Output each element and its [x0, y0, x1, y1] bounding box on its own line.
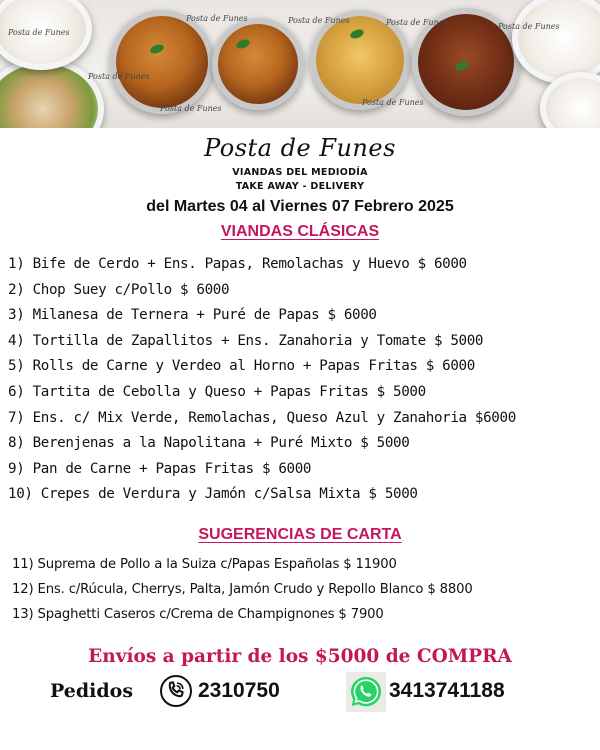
menu-item: 11) Suprema de Pollo a la Suiza c/Papas Españolas $ 11900 [12, 557, 397, 572]
menu-item: 2) Chop Suey c/Pollo $ 6000 [8, 281, 230, 298]
pedidos-label: Pedidos [50, 680, 134, 702]
curry-bowl [110, 10, 214, 114]
plate-label: Posta de Funes [160, 104, 222, 113]
plate-label: Posta de Funes [186, 14, 248, 23]
phone-number[interactable]: 2310750 [198, 679, 280, 702]
date-range: del Martes 04 al Viernes 07 Febrero 2025 [146, 198, 454, 215]
menu-item: 6) Tartita de Cebolla y Queso + Papas Fritas $ 5000 [8, 383, 426, 400]
sugerencias-list [12, 552, 600, 627]
plate-label: Posta de Funes [288, 16, 350, 25]
menu-item: 9) Pan de Carne + Papas Fritas $ 6000 [8, 460, 312, 477]
menu-item: 3) Milanesa de Ternera + Puré de Papas $ 6000 [8, 307, 377, 324]
subtitle-takeaway: TAKE AWAY - DELIVERY [235, 181, 365, 192]
whatsapp-icon [346, 672, 386, 712]
plate-label: Posta de Funes [88, 72, 150, 81]
food-banner-image [0, 0, 600, 128]
menu-item: 1) Bife de Cerdo + Ens. Papas, Remolachas y Huevo $ 6000 [8, 256, 467, 272]
menu-item: 13) Spaghetti Caseros c/Crema de Champignones $ 7900 [12, 607, 384, 622]
plate-label: Posta de Funes [8, 28, 70, 37]
brand-title: Posta de Funes [204, 134, 396, 162]
menu-item: 4) Tortilla de Zapallitos + Ens. Zanahoria y Tomate $ 5000 [8, 332, 484, 349]
delivery-notice: Envíos a partir de los $5000 de COMPRA [88, 646, 512, 667]
phone-icon [160, 675, 192, 707]
chicken-bowl [212, 18, 304, 110]
clasicas-list [8, 252, 596, 508]
menu-item: 7) Ens. c/ Mix Verde, Remolachas, Queso Azul y Zanahoria $6000 [8, 409, 516, 426]
subtitle-viandas: VIANDAS DEL MEDIODÍA [232, 167, 368, 178]
menu-item: 5) Rolls de Carne y Verdeo al Horno + Papas Fritas $ 6000 [8, 358, 475, 375]
plate-label: Posta de Funes [362, 98, 424, 107]
plate-label: Posta de Funes [498, 22, 560, 31]
plate-label: Posta de Funes [386, 18, 448, 27]
menu-item: 8) Berenjenas a la Napolitana + Puré Mixto $ 5000 [8, 435, 410, 452]
menu-item: 10) Crepes de Verdura y Jamón c/Salsa Mixta $ 5000 [8, 486, 418, 503]
menu-item: 12) Ens. c/Rúcula, Cherrys, Palta, Jamón Crudo y Repollo Blanco $ 8800 [12, 582, 473, 597]
section-title-sugerencias: SUGERENCIAS DE CARTA [198, 526, 402, 543]
whatsapp-number[interactable]: 3413741188 [389, 679, 505, 702]
section-title-clasicas: VIANDAS CLÁSICAS [220, 223, 380, 240]
